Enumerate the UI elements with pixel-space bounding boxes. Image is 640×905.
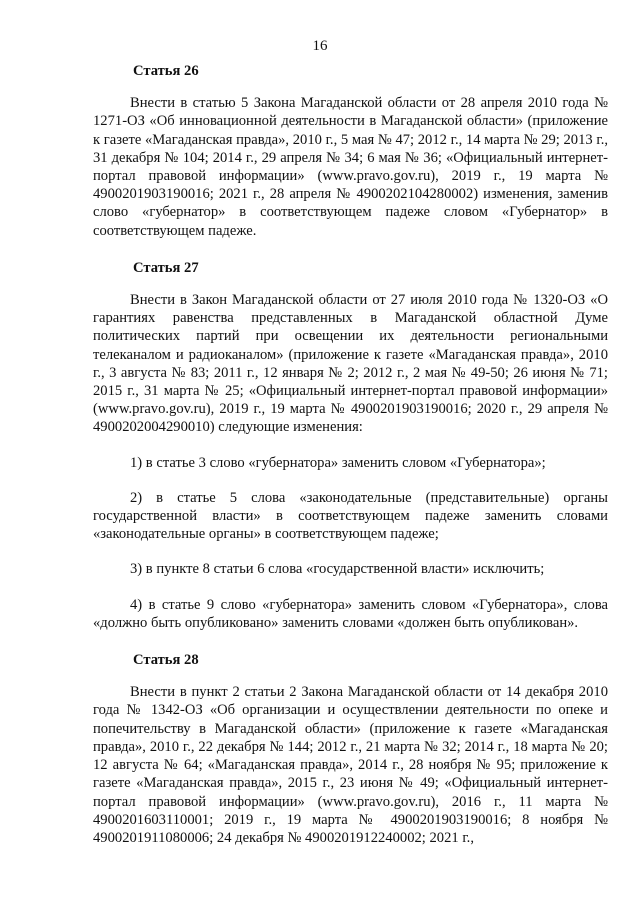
article-27-item-4: 4) в статье 9 слово «губернатора» заменить словом «Губернатора», слова «должно быть опубликовано» заменить словами «должен быть опубликован». (93, 596, 608, 631)
article-28-paragraph: Внести в пункт 2 статьи 2 Закона Магаданской области от 14 декабря 2010 года № 1342-ОЗ «Об организации и осуществлении деятельности по опеке и попечительству в Магаданской области» (приложение к газете «Магаданская правда», 2010 г., 22 декабря № 144; 2012 г., 21 марта № 32; 2014 г., 18 марта № 20; 12 августа № 64; «Магаданская правда», 2014 г., 28 ноября № 95; приложение к газете «Магаданская правда», 2015 г., 23 июня № 49; «Официальный интернет-портал правовой информации» (www.pravo.gov.ru), 2016 г., 11 марта № 4900201603110001; 2019 г., 19 марта № 4900201903190016; 8 ноября № 4900201911080006; 24 декабря № 4900201912240002; 2021 г., (93, 684, 608, 846)
page-number: 16 (312, 38, 328, 54)
article-27-heading: Статья 27 (133, 259, 199, 276)
article-27-paragraph: Внести в Закон Магаданской области от 27 июля 2010 года № 1320-ОЗ «О гарантиях равенства представленных в Магаданской областной Думе политических партий при освещении их деятельности региональными телеканалом и радиоканалом» (приложение к газете «Магаданская правда», 2010 г., 3 августа № 83; 2011 г., 12 января № 2; 2012 г., 2 мая № 49-50; 26 июня № 71; 2015 г., 31 марта № 25; «Официальный интернет-портал правовой информации» (www.pravo.gov.ru), 2019 г., 19 марта № 4900201903190016; 2020 г., 29 апреля № 4900202004290010) следующие изменения: (93, 292, 608, 436)
article-27-item-1: 1) в статье 3 слово «губернатора» заменить словом «Губернатора»; (130, 454, 546, 471)
document-body (93, 62, 608, 847)
article-26-heading: Статья 26 (133, 63, 199, 79)
article-26-paragraph: Внести в статью 5 Закона Магаданской области от 28 апреля 2010 года № 1271-ОЗ «Об инновационной деятельности в Магаданской области» (приложение к газете «Магаданская правда», 2010 г., 5 мая № 47; 2012 г., 14 марта № 29; 2013 г., 31 декабря № 104; 2014 г., 29 апреля № 34; 6 мая № 36; «Официальный интернет-портал правовой информации» (www.pravo.gov.ru), 2019 г., 19 марта № 4900201903190016; 2021 г., 28 апреля № 4900202104280002) изменения, заменив слово «губернатор» в соответствующем падеже словом «Губернатор» в соответствующем падеже. (93, 95, 608, 239)
article-28-heading: Статья 28 (133, 652, 199, 669)
article-27-item-3: 3) в пункте 8 статьи 6 слова «государственной власти» исключить; (130, 561, 545, 578)
article-27-item-2: 2) в статье 5 слова «законодательные (представительные) органы государственной власти» в соответствующем падеже заменить словами «законодательные органы» в соответствующем падеже; (93, 489, 608, 543)
